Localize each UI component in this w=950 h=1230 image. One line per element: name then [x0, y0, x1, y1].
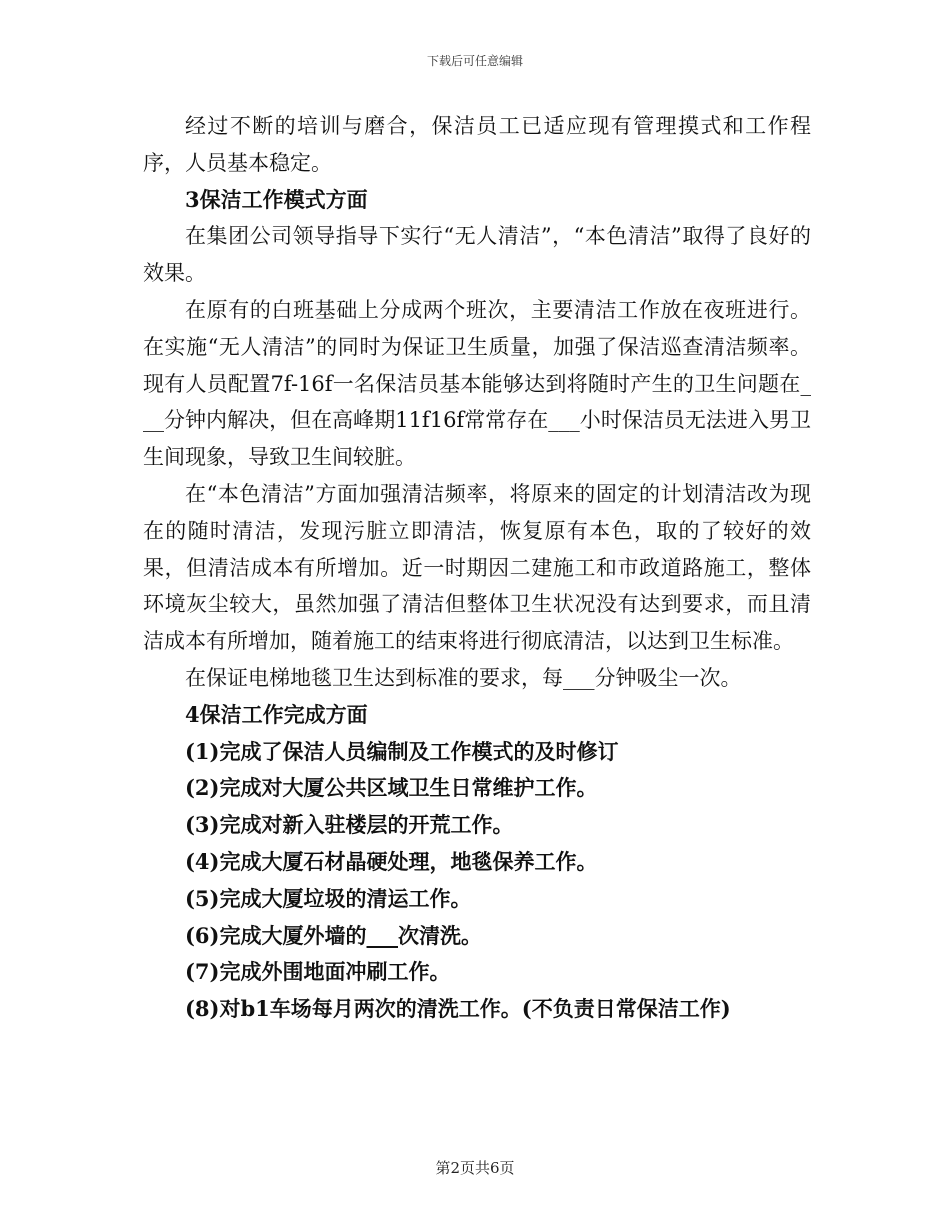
paragraph-elevator-carpet: 在保证电梯地毯卫生达到标准的要求，每___分钟吸尘一次。: [185, 665, 742, 690]
list-item: (7)完成外围地面冲刷工作。: [185, 959, 451, 985]
paragraph-group-guidance: 在集团公司领导指导下实行“无人清洁”，“本色清洁”取得了良好的效果。: [143, 224, 811, 286]
list-item: (2)完成对大厦公共区域卫生日常维护工作。: [185, 775, 598, 801]
document-body: [143, 108, 811, 1028]
list-item: (4)完成大厦石材晶硬处理，地毯保养工作。: [185, 848, 598, 874]
paragraph-shift-arrangement: 在原有的白班基础上分成两个班次，主要清洁工作放在夜班进行。在实施“无人清洁”的同时为保证卫生质量，加强了保洁巡查清洁频率。现有人员配置7f-16f一名保洁员基本能够达到将随时产生的卫生问题在___分钟内解决，但在高峰期11f16f常常存在___小时保洁员无法进入男卫生间现象，导致卫生间较脏。: [143, 297, 811, 470]
page-footer: 第2页共6页: [435, 1159, 515, 1177]
list-item: (1)完成了保洁人员编制及工作模式的及时修订: [185, 738, 619, 764]
section-heading-completed-work: 4保洁工作完成方面: [185, 701, 368, 727]
list-item: (6)完成大厦外墙的___次清洗。: [185, 922, 482, 948]
paragraph-staff-stability: 经过不断的培训与磨合，保洁员工已适应现有管理摸式和工作程序，人员基本稳定。: [143, 114, 811, 175]
section-heading-work-mode: 3保洁工作模式方面: [185, 186, 368, 212]
list-item: (3)完成对新入驻楼层的开荒工作。: [185, 812, 514, 838]
paragraph-natural-cleaning: 在“本色清洁”方面加强清洁频率，将原来的固定的计划清洁改为现在的随时清洁，发现污脏立即清洁，恢复原有本色，取的了较好的效果，但清洁成本有所增加。近一时期因二建施工和市政道路施工，整体环境灰尘较大，虽然加强了清洁但整体卫生状况没有达到要求，而且清洁成本有所增加，随着施工的结束将进行彻底清洁，以达到卫生标准。: [143, 481, 811, 654]
list-item: (8)对b1车场每月两次的清洗工作。(不负责日常保洁工作): [185, 996, 731, 1022]
page-header: 下载后可任意编辑: [426, 54, 523, 68]
list-item: (5)完成大厦垃圾的清运工作。: [185, 885, 472, 911]
